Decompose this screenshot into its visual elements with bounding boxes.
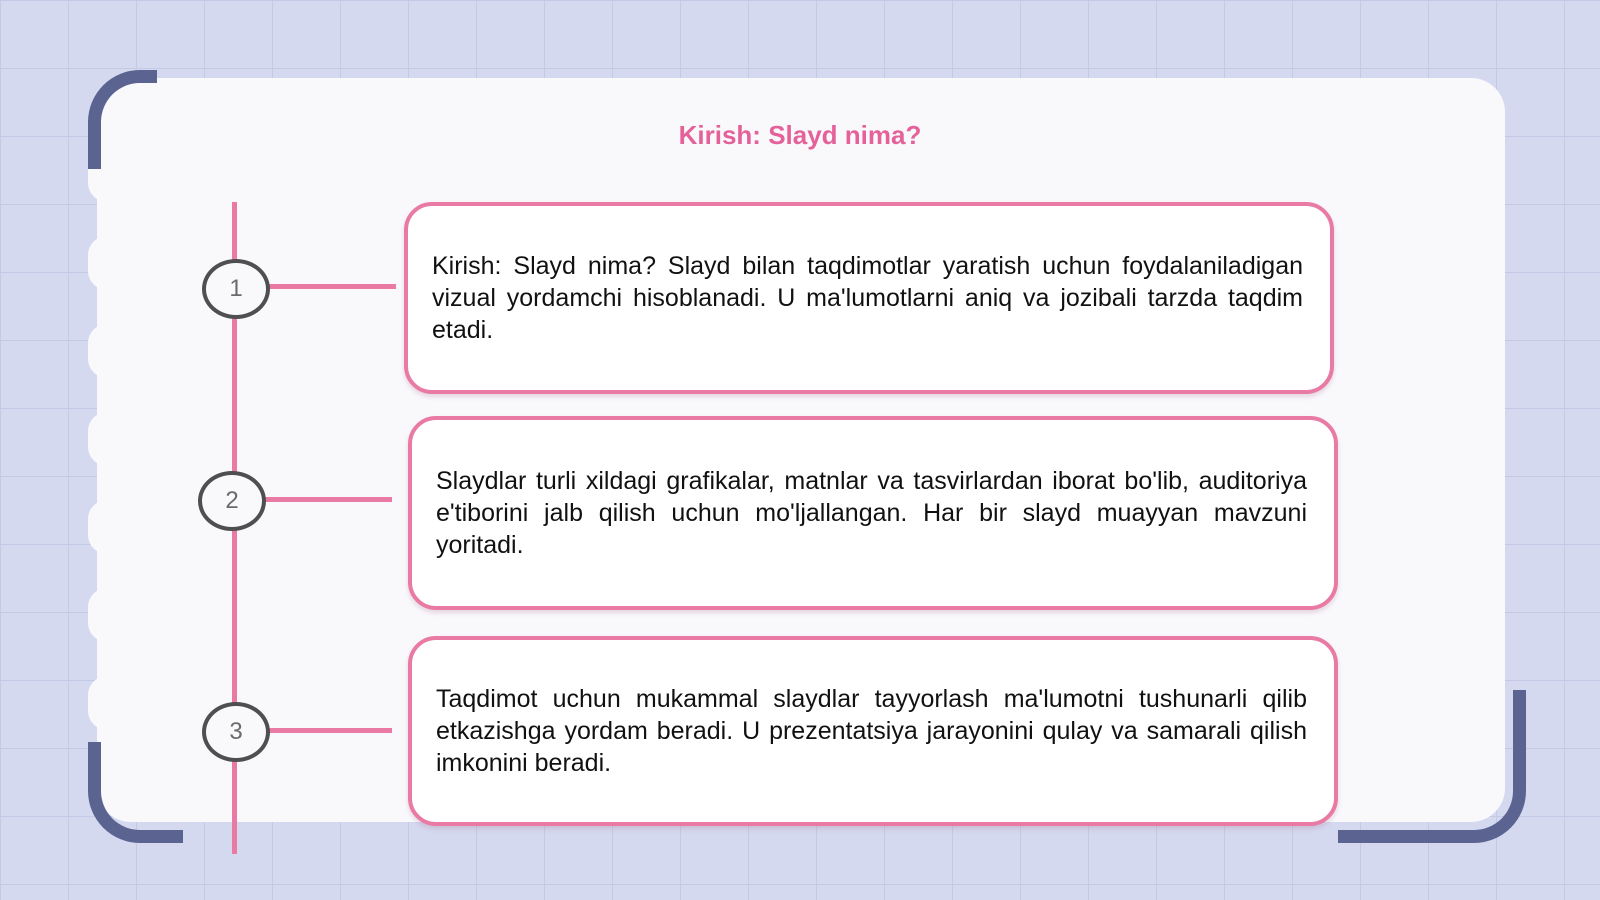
step-box-1 <box>404 202 1334 394</box>
notebook-scallop <box>88 500 126 554</box>
timeline-connector-3 <box>266 728 392 733</box>
notebook-scallop <box>88 412 126 466</box>
step-box-3 <box>408 636 1338 826</box>
notebook-scallop <box>88 676 126 730</box>
step-number-3: 3 <box>202 702 270 762</box>
notebook-scallop <box>88 236 126 290</box>
notebook-scallop <box>88 324 126 378</box>
step-text-2: Slaydlar turli xildagi grafikalar, matnlar va tasvirlardan iborat bo'lib, auditoriya e'tiborini jalb qilish uchun mo'ljallangan. Har bir slayd muayyan mavzuni yoritadi. <box>436 467 1307 559</box>
step-number-1: 1 <box>202 259 270 319</box>
step-number-2: 2 <box>198 471 266 531</box>
frame-corner-bottom-right <box>1338 690 1526 843</box>
step-box-2 <box>408 416 1338 610</box>
step-text-3: Taqdimot uchun mukammal slaydlar tayyorlash ma'lumotni tushunarli qilib etkazishga yordam beradi. U prezentatsiya jarayonini qulay va samarali qilish imkonini beradi. <box>436 685 1307 777</box>
timeline-connector-2 <box>263 497 392 502</box>
frame-corner-bottom-left <box>88 742 183 843</box>
timeline-connector-1 <box>268 284 396 289</box>
slide-title: Kirish: Slayd nima? <box>678 120 922 150</box>
frame-corner-top-left <box>88 70 157 169</box>
step-text-1: Kirish: Slayd nima? Slayd bilan taqdimotlar yaratish uchun foydalaniladigan vizual yordamchi hisoblanadi. U ma'lumotlarni aniq va jozibali tarzda taqdim etadi. <box>432 252 1303 344</box>
notebook-scallop <box>88 588 126 642</box>
